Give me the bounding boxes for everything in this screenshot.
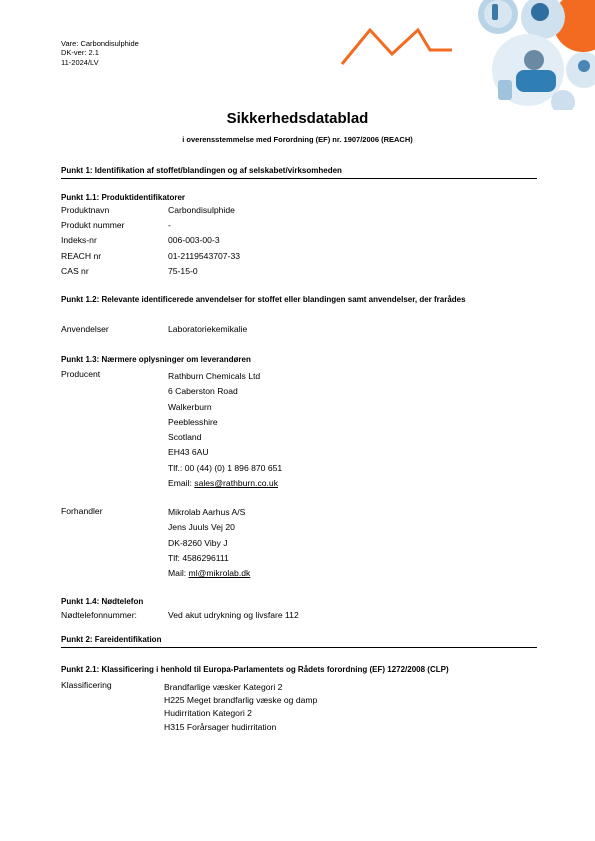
field-label: Produkt nummer xyxy=(61,220,125,230)
address-line: Peeblesshire xyxy=(168,416,218,427)
forhandler-label: Forhandler xyxy=(61,506,103,516)
email-line xyxy=(168,476,282,491)
mail-prefix: Mail: xyxy=(168,568,189,579)
section-1-2-heading: Punkt 1.2: Relevante identificerede anvendelser for stoffet eller blandingen samt anvendelser, der frarådes xyxy=(61,295,466,304)
field-row xyxy=(61,370,541,382)
field-value: Carbondisulphide xyxy=(168,205,235,215)
field-value: - xyxy=(168,220,171,230)
address-line: Jens Juuls Vej 20 xyxy=(168,522,235,533)
section-1-3-heading: Punkt 1.3: Nærmere oplysninger om leverandøren xyxy=(61,355,251,364)
email-line xyxy=(168,566,250,581)
field-label: REACH nr xyxy=(61,251,102,261)
company-logo-mark xyxy=(340,24,455,69)
version: DK-ver: 2.1 xyxy=(61,48,99,58)
classification-list xyxy=(164,681,317,734)
classification-line: Brandfarlige væsker Kategori 2 xyxy=(164,682,283,692)
classification-line: H315 Forårsager hudirritation xyxy=(164,721,277,732)
field-row xyxy=(61,252,541,264)
address-line: Mikrolab Aarhus A/S xyxy=(168,507,246,517)
field-value: 006-003-00-3 xyxy=(168,235,220,245)
field-value: Laboratoriekemikalie xyxy=(168,324,248,334)
section-1-4-heading: Punkt 1.4: Nødtelefon xyxy=(61,597,144,606)
address-line: Walkerburn xyxy=(168,401,212,412)
lab-photo-collage xyxy=(440,0,595,110)
address-line: Tlf.: 00 (44) (0) 1 896 870 651 xyxy=(168,462,283,473)
field-row xyxy=(61,611,541,623)
classification-line: Hudirritation Kategori 2 xyxy=(164,708,252,719)
field-value: Ved akut udrykning og livsfare 112 xyxy=(168,610,299,620)
field-row xyxy=(61,206,541,218)
page-subtitle: i overensstemmelse med Forordning (EF) nr. 1907/2006 (REACH) xyxy=(182,135,413,144)
field-row xyxy=(61,325,541,337)
address-line: Tlf: 4586296111 xyxy=(168,552,229,563)
field-row xyxy=(61,221,541,233)
revision-date: 11-2024/LV xyxy=(61,57,99,67)
forhandler-address xyxy=(168,505,250,581)
address-line: 6 Caberston Road xyxy=(168,386,238,397)
section-2-1-heading: Punkt 2.1: Klassificering i henhold til Europa-Parlamentets og Rådets forordning (EF) 1272/2008 (CLP) xyxy=(61,665,449,674)
field-value: 75-15-0 xyxy=(168,266,198,276)
field-label: CAS nr xyxy=(61,266,89,276)
field-label: Produktnavn xyxy=(61,205,110,215)
field-label: Klassificering xyxy=(61,680,112,690)
forhandler-email-link[interactable]: ml@mikrolab.dk xyxy=(188,568,251,579)
field-row xyxy=(61,507,541,519)
email-prefix: Email: xyxy=(168,478,195,489)
field-label: Indeks-nr xyxy=(61,235,97,245)
producent-label: Producent xyxy=(61,369,101,379)
page-title: Sikkerhedsdatablad xyxy=(226,110,369,127)
section-1-1-heading: Punkt 1.1: Produktidentifikatorer xyxy=(61,193,186,202)
section-2-heading: Punkt 2: Fareidentifikation xyxy=(61,636,537,648)
field-label: Nødtelefonnummer: xyxy=(61,610,137,620)
field-row xyxy=(61,267,541,279)
field-row xyxy=(61,236,541,248)
address-line: Rathburn Chemicals Ltd xyxy=(168,371,261,381)
field-label: Anvendelser xyxy=(61,324,109,334)
producent-email-link[interactable]: sales@rathburn.co.uk xyxy=(194,478,278,489)
field-value: 01-2119543707-33 xyxy=(168,251,240,261)
address-line: Scotland xyxy=(168,432,202,443)
producent-address xyxy=(168,369,282,491)
document-meta xyxy=(61,39,139,67)
section-1-heading: Punkt 1: Identifikation af stoffet/blandingen og af selskabet/virksomheden xyxy=(61,167,537,179)
classification-line: H225 Meget brandfarlig væske og damp xyxy=(164,695,318,706)
product-ref: Vare: Carbondisulphide xyxy=(61,39,139,48)
address-line: DK-8260 Viby J xyxy=(168,537,228,548)
address-line: EH43 6AU xyxy=(168,447,209,458)
